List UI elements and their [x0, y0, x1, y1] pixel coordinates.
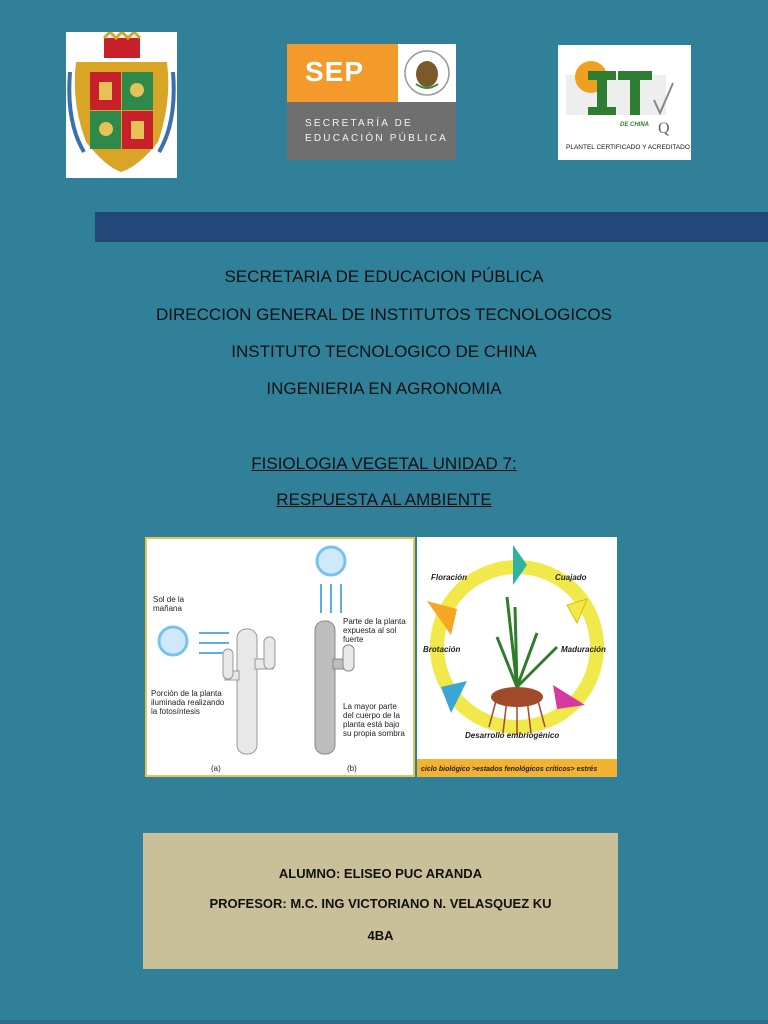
header-line-3: INSTITUTO TECNOLOGICO DE CHINA — [231, 342, 537, 361]
label-b: (b) — [347, 764, 357, 773]
label-cuajado: Cuajado — [555, 573, 587, 582]
figure-caption: ciclo biológico >estados fenológicos críticos> estrés — [421, 766, 598, 773]
svg-text:Q: Q — [658, 120, 670, 137]
label-brotacion: Brotación — [423, 645, 461, 654]
bottom-border — [0, 1020, 768, 1024]
label-maduracion: Maduración — [561, 645, 606, 654]
label-porcion: Porción de la planta iluminada realizando la fotosíntesis — [151, 689, 225, 716]
profesor-line: PROFESOR: M.C. ING VICTORIANO N. VELASQUEZ KU — [209, 896, 552, 911]
coat-of-arms-logo — [66, 32, 177, 178]
phenology-cycle-figure — [417, 537, 617, 777]
alumno-line: ALUMNO: ELISEO PUC ARANDA — [278, 866, 483, 881]
grupo-line: 4BA — [367, 928, 394, 943]
header-line-1: SECRETARIA DE EDUCACION PÚBLICA — [224, 267, 544, 286]
sep-logo — [287, 44, 456, 160]
sep-logo-line2: EDUCACIÓN PÚBLICA — [305, 133, 448, 144]
header-band — [95, 212, 768, 242]
label-desarrollo: Desarrollo embriogénico — [465, 731, 560, 740]
cactus-sun-figure — [145, 537, 415, 777]
label-parte-expuesta: Parte de la planta expuesta al sol fuerte — [343, 617, 406, 644]
student-info-box — [143, 833, 618, 969]
label-sol-manana: Sol de la mañana — [153, 595, 185, 613]
sep-logo-word: SEP — [305, 56, 365, 87]
label-a: (a) — [211, 764, 221, 773]
header-line-2: DIRECCION GENERAL DE INSTITUTOS TECNOLOGICOS — [156, 305, 612, 324]
sep-logo-line1: SECRETARÍA DE — [305, 118, 413, 129]
label-mayor-parte: La mayor parte del cuerpo de la planta está bajo su propia sombra — [343, 702, 405, 738]
header-line-4: INGENIERIA EN AGRONOMIA — [266, 379, 502, 398]
itq-logo-de-china: DE CHINA — [620, 122, 650, 128]
label-floracion: Floración — [431, 573, 468, 582]
subject-line-1: FISIOLOGIA VEGETAL UNIDAD 7: — [251, 454, 517, 473]
itq-logo — [558, 45, 691, 160]
itq-logo-tagline: PLANTEL CERTIFICADO Y ACREDITADO — [566, 144, 690, 151]
mexico-seal-icon — [398, 44, 456, 102]
subject-line-2: RESPUESTA AL AMBIENTE — [276, 490, 492, 509]
